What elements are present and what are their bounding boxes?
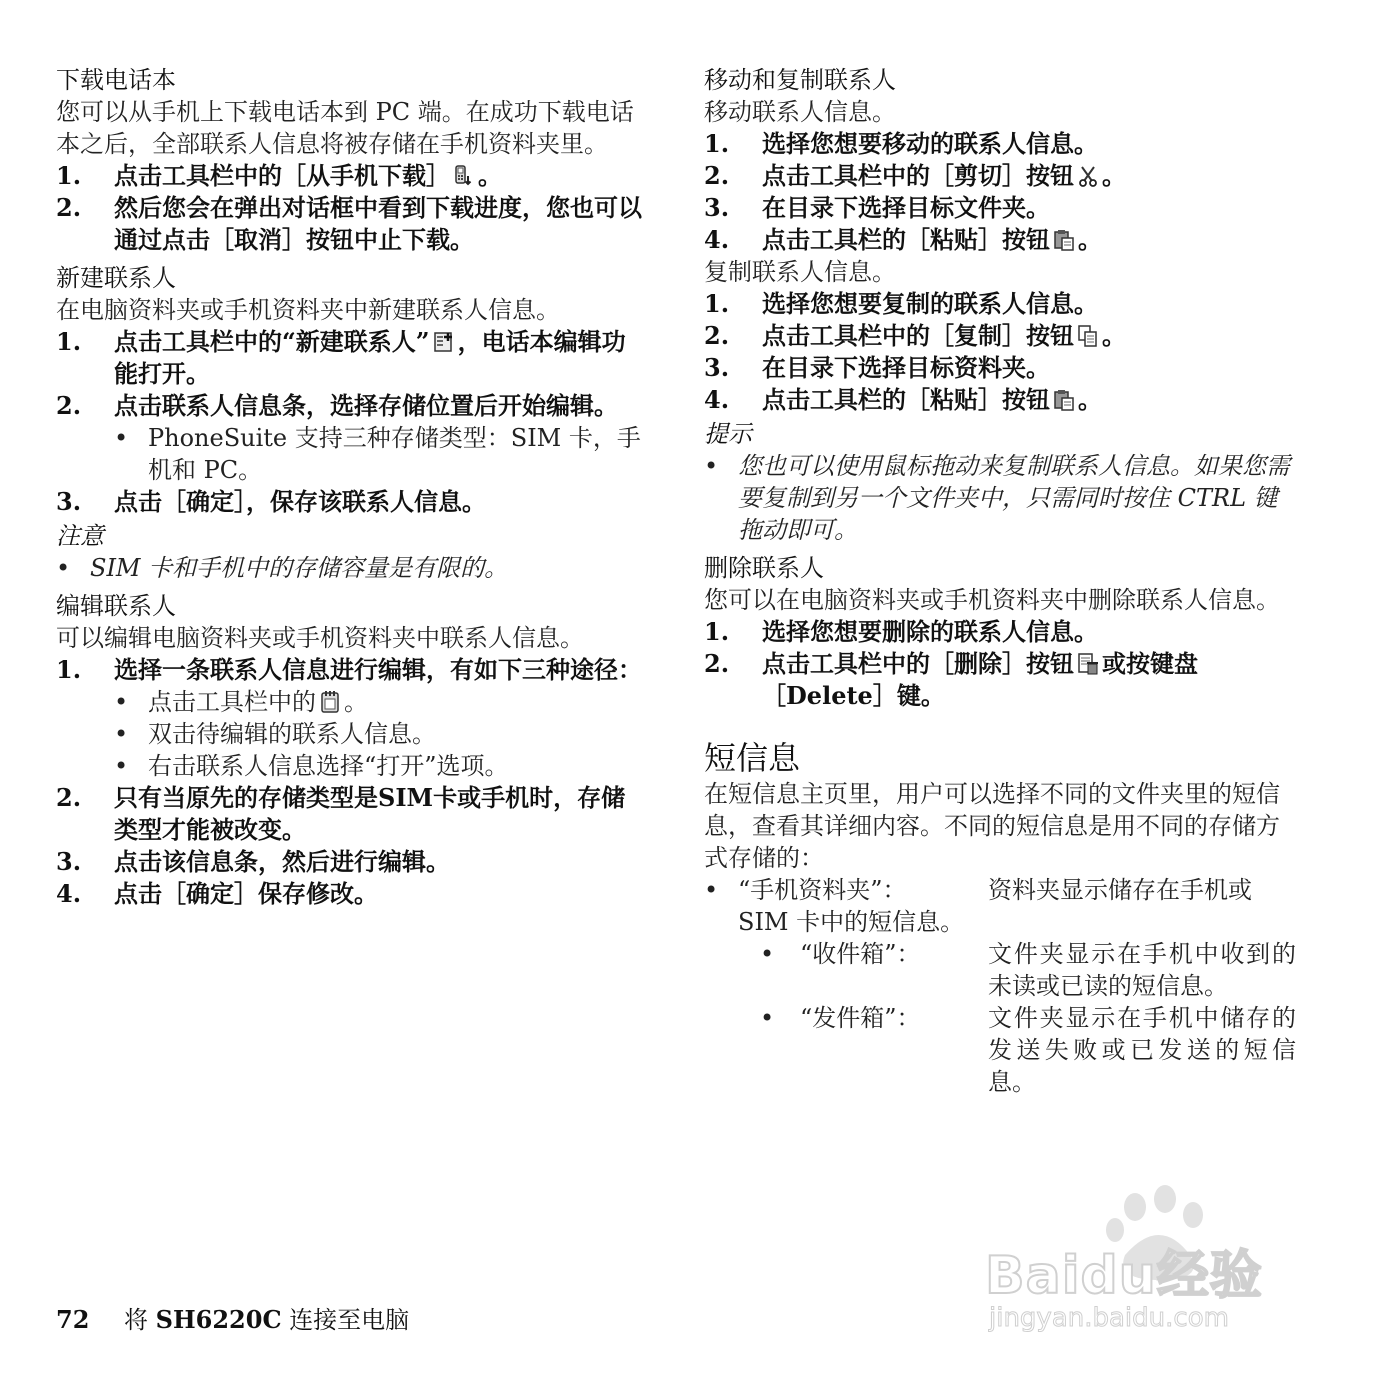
step-item — [56, 846, 648, 878]
step-item — [704, 128, 1296, 160]
step-text: 然后您会在弹出对话框中看到下载进度，您也可以通过点击［取消］按钮中止下载。 — [114, 193, 642, 254]
step-text: 选择您想要移动的联系人信息。 — [762, 129, 1098, 158]
step-number: 4. — [704, 385, 730, 414]
step-item — [704, 320, 1296, 352]
step-text: 点击该信息条，然后进行编辑。 — [114, 847, 450, 876]
sub-bullet — [56, 422, 648, 486]
folder-name: “收件箱”： — [800, 940, 921, 968]
step-number: 2. — [56, 193, 82, 222]
step-text: 点击工具栏中的“新建联系人” — [114, 327, 430, 356]
step-item — [56, 192, 648, 256]
step-text: 点击工具栏中的［复制］按钮 — [762, 321, 1074, 350]
step-text-end: 。 — [1078, 225, 1102, 254]
step-text: 在目录下选择目标资料夹。 — [762, 353, 1050, 382]
step-number: 3. — [704, 353, 730, 382]
baidu-watermark — [975, 1185, 1315, 1345]
step-number: 3. — [56, 847, 82, 876]
right-column — [704, 64, 1296, 1098]
bullet-dot: • — [114, 720, 129, 748]
step-text: 点击工具栏中的［剪切］按钮 — [762, 161, 1074, 190]
step-number: 2. — [704, 649, 730, 678]
tip-text: 您也可以使用鼠标拖动来复制联系人信息。如果您需要复制到另一个文件夹中，只需同时按住 CTRL 键拖动即可。 — [738, 452, 1290, 544]
step-number: 1. — [704, 129, 730, 158]
bullet-text-end: 。 — [344, 688, 368, 716]
step-text-end: 。 — [1078, 385, 1102, 414]
step-text: 点击工具栏中的［删除］按钮 — [762, 649, 1074, 678]
step-item — [56, 486, 648, 518]
bullet-dot: • — [114, 752, 129, 780]
step-item — [704, 160, 1296, 192]
step-number: 1. — [56, 161, 82, 190]
step-number: 2. — [704, 321, 730, 350]
bullet-dot: • — [114, 424, 129, 452]
scissors-icon — [1077, 164, 1099, 188]
tip-title: 提示 — [704, 420, 752, 448]
subsection-label-move: 移动联系人信息。 — [704, 98, 896, 126]
section-title-delete-contact: 删除联系人 — [704, 554, 824, 582]
sub-bullet — [56, 718, 648, 750]
note-text: SIM 卡和手机中的存储容量是有限的。 — [90, 554, 509, 582]
step-number: 1. — [56, 655, 82, 684]
step-number: 4. — [56, 879, 82, 908]
section-intro: 可以编辑电脑资料夹或手机资料夹中联系人信息。 — [56, 624, 584, 652]
section-title-move-copy: 移动和复制联系人 — [704, 66, 896, 94]
section-intro: 在电脑资料夹或手机资料夹中新建联系人信息。 — [56, 296, 560, 324]
watermark-brand: Baidu经验 — [985, 1246, 1263, 1306]
bullet-text: 右击联系人信息选择“打开”选项。 — [148, 752, 509, 780]
page-footer — [56, 1304, 409, 1336]
step-item — [56, 654, 648, 686]
folder-description: 文件夹显示在手机中储存的发送失败或已发送的短信息。 — [988, 1004, 1296, 1096]
step-item — [704, 192, 1296, 224]
folder-description: 文件夹显示在手机中收到的未读或已读的短信息。 — [988, 940, 1296, 1000]
step-number: 4. — [704, 225, 730, 254]
subsection-label-copy: 复制联系人信息。 — [704, 258, 896, 286]
step-number: 2. — [704, 161, 730, 190]
step-item — [56, 878, 648, 910]
step-number: 2. — [56, 391, 82, 420]
paste-icon — [1053, 388, 1075, 412]
sub-bullet — [56, 750, 648, 782]
folder-name: “发件箱”： — [800, 1004, 921, 1032]
footer-text-end: 连接至电脑 — [289, 1306, 410, 1334]
bullet-text: PhoneSuite 支持三种存储类型：SIM 卡，手机和 PC。 — [148, 424, 641, 484]
bullet-dot: • — [114, 688, 129, 716]
folder-item-inbox — [704, 938, 1296, 1002]
edit-contact-icon — [319, 690, 341, 714]
step-text: 点击［确定］保存修改。 — [114, 879, 378, 908]
paste-icon — [1053, 228, 1075, 252]
download-from-phone-icon — [453, 164, 475, 188]
note-item — [56, 552, 648, 584]
step-item — [704, 648, 1296, 712]
step-text-end: 。 — [1102, 321, 1126, 350]
folder-name: “手机资料夹”： — [738, 876, 907, 904]
folder-item-outbox — [704, 1002, 1296, 1098]
step-text: 选择您想要复制的联系人信息。 — [762, 289, 1098, 318]
step-text-end: 。 — [1102, 161, 1126, 190]
delete-icon — [1077, 652, 1099, 676]
left-column — [56, 64, 648, 910]
folder-description: 资料夹显示储存在手机或SIM 卡中的短信息。 — [738, 876, 1252, 936]
bullet-text: 双击待编辑的联系人信息。 — [148, 720, 436, 748]
bullet-dot: • — [704, 452, 719, 480]
bullet-dot: • — [760, 940, 775, 968]
step-text: 选择一条联系人信息进行编辑，有如下三种途径： — [114, 655, 642, 684]
step-text: 点击工具栏的［粘贴］按钮 — [762, 385, 1050, 414]
folder-item-phone — [704, 874, 1296, 938]
step-number: 3. — [704, 193, 730, 222]
sub-bullet — [56, 686, 648, 718]
step-item — [56, 782, 648, 846]
step-item — [56, 390, 648, 422]
note-title: 注意 — [56, 522, 104, 550]
step-text-end: 或按键盘［Delete］键。 — [762, 649, 1198, 710]
bullet-dot: • — [704, 876, 719, 904]
step-item — [704, 288, 1296, 320]
step-text: 点击［确定］，保存该联系人信息。 — [114, 487, 486, 516]
step-item — [704, 224, 1296, 256]
step-text: 选择您想要删除的联系人信息。 — [762, 617, 1098, 646]
step-text-end: 。 — [478, 161, 502, 190]
step-number: 1. — [704, 617, 730, 646]
footer-model: SH6220C — [155, 1305, 282, 1334]
tip-item — [704, 450, 1296, 546]
step-text: 点击联系人信息条，选择存储位置后开始编辑。 — [114, 391, 618, 420]
step-item — [56, 160, 648, 192]
step-item — [56, 326, 648, 390]
section-title-sms: 短信息 — [704, 739, 801, 777]
copy-icon — [1077, 324, 1099, 348]
page-number: 72 — [56, 1305, 90, 1334]
section-intro: 您可以从手机上下载电话本到 PC 端。在成功下载电话本之后，全部联系人信息将被存储在手机资料夹里。 — [56, 98, 634, 158]
step-text: 只有当原先的存储类型是SIM卡或手机时，存储类型才能被改变。 — [114, 783, 626, 844]
bullet-dot: • — [56, 554, 71, 582]
footer-text: 将 — [124, 1306, 148, 1334]
section-intro: 在短信息主页里，用户可以选择不同的文件夹里的短信息，查看其详细内容。不同的短信息是用不同的存储方式存储的： — [704, 780, 1280, 872]
step-number: 1. — [704, 289, 730, 318]
watermark-url: jingyan.baidu.com — [989, 1303, 1229, 1333]
step-text-end: ，电话本编辑功能打开。 — [114, 327, 626, 388]
step-text: 点击工具栏的［粘贴］按钮 — [762, 225, 1050, 254]
step-item — [704, 352, 1296, 384]
step-text: 点击工具栏中的［从手机下载］ — [114, 161, 450, 190]
section-intro: 您可以在电脑资料夹或手机资料夹中删除联系人信息。 — [704, 586, 1280, 614]
section-title-edit-contact: 编辑联系人 — [56, 592, 176, 620]
step-item — [704, 384, 1296, 416]
step-item — [704, 616, 1296, 648]
step-number: 2. — [56, 783, 82, 812]
new-contact-icon — [433, 330, 455, 354]
section-title-download-phonebook: 下载电话本 — [56, 66, 176, 94]
bullet-text: 点击工具栏中的 — [148, 688, 316, 716]
step-number: 3. — [56, 487, 82, 516]
step-text: 在目录下选择目标文件夹。 — [762, 193, 1050, 222]
section-title-new-contact: 新建联系人 — [56, 264, 176, 292]
bullet-dot: • — [760, 1004, 775, 1032]
step-number: 1. — [56, 327, 82, 356]
